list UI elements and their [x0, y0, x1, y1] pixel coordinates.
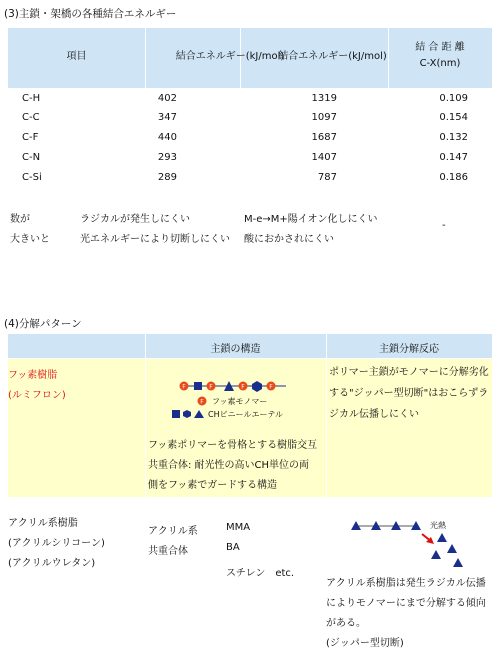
header-item: 項目: [66, 51, 87, 62]
zipper-cleavage-diagram: [350, 512, 470, 572]
row-energy-1: 402: [157, 93, 177, 104]
fluoro-polymer-diagram: [172, 374, 307, 424]
header-structure: 主鎖の構造: [210, 344, 261, 355]
acrylic-reaction: アクリル系樹脂は発生ラジカル伝播 によりモノマーにまで分解する傾向 がある。 (ジッパー型切断): [326, 578, 486, 649]
row-item: C-F: [22, 132, 39, 143]
row-distance: 0.147: [439, 152, 468, 163]
row-item: C-Si: [22, 172, 42, 183]
header-energy-2: 結合エネルギー(kJ/mol): [278, 51, 387, 62]
f-label: F: [269, 383, 273, 391]
light-heat-label: 光熱: [430, 521, 446, 530]
acrylic-label-2: 共重合体: [148, 546, 188, 557]
fluoro-name-1: フッ素樹脂: [8, 370, 58, 381]
f-label: F: [182, 383, 186, 391]
row-distance: 0.186: [439, 172, 468, 183]
monomer-ba: BA: [226, 542, 240, 553]
released-monomer: [453, 558, 463, 567]
released-monomer: [447, 544, 457, 553]
row-distance: 0.109: [439, 93, 468, 104]
row-energy-1: 440: [157, 132, 177, 143]
row-energy-2: 1687: [311, 132, 337, 143]
legend-hexagon: [183, 410, 191, 418]
row-energy-2: 1319: [311, 93, 337, 104]
monomer-hexagon: [252, 381, 262, 392]
row-energy-1: 293: [157, 152, 177, 163]
monomer-styrene: スチレン etc.: [226, 568, 295, 579]
monomer-square: [194, 382, 202, 390]
legend-f-label: F: [200, 398, 204, 406]
note-col2-line2: 酸におかされにくい: [244, 234, 334, 245]
note-label-1: 数が: [10, 214, 30, 225]
row-distance: 0.132: [439, 132, 468, 143]
row-item: C-H: [22, 93, 41, 104]
legend-ch-text: CHビニールエーテル: [208, 410, 284, 419]
row-item: C-C: [22, 112, 40, 123]
monomer-mma: MMA: [226, 522, 251, 533]
row-item: C-N: [22, 152, 41, 163]
header-reaction: 主鎖分解反応: [379, 344, 439, 355]
header-distance-2: C-X(nm): [419, 58, 461, 69]
row-energy-1: 347: [157, 112, 177, 123]
row-energy-2: 1407: [311, 152, 337, 163]
legend-square: [172, 410, 180, 418]
released-monomer: [437, 533, 447, 542]
acrylic-name: アクリル系樹脂 (アクリルシリコーン) (アクリルウレタン): [8, 518, 105, 569]
note-col1-line2: 光エネルギーにより切断しにくい: [80, 234, 230, 245]
row-energy-2: 787: [317, 172, 337, 183]
legend-f-text: フッ素モノマー: [212, 397, 268, 406]
note-col1-line1: ラジカルが発生しにくい: [80, 214, 190, 225]
row-distance: 0.154: [439, 112, 468, 123]
fluoro-reaction: ポリマー主鎖がモノマーに分解劣化 する"ジッパー型切断"はおこらずラ ジカル伝播しにくい: [329, 367, 489, 420]
legend-triangle: [194, 410, 204, 418]
header-distance-1: 結 合 距 離: [415, 42, 465, 53]
f-label: F: [209, 383, 213, 391]
f-label: F: [241, 383, 245, 391]
row-energy-1: 289: [157, 172, 177, 183]
fluoro-name-2: (ルミフロン): [8, 390, 66, 401]
fluoro-description: フッ素ポリマーを骨格とする樹脂交互 共重合体: 耐光性の高いCH単位の両 側をフッ素でガードする構造: [148, 440, 318, 491]
section3-title: (3)主鎖・架橋の各種結合エネルギー: [4, 8, 177, 20]
section4-title: (4)分解パターン: [4, 318, 82, 330]
note-label-2: 大きいと: [10, 234, 50, 245]
note-col3: -: [442, 220, 446, 231]
acrylic-label-1: アクリル系: [148, 526, 198, 537]
note-col2-line1: M-e→M+陽イオン化しにくい: [244, 214, 378, 225]
row-energy-2: 1097: [311, 112, 337, 123]
released-monomer: [431, 550, 441, 559]
